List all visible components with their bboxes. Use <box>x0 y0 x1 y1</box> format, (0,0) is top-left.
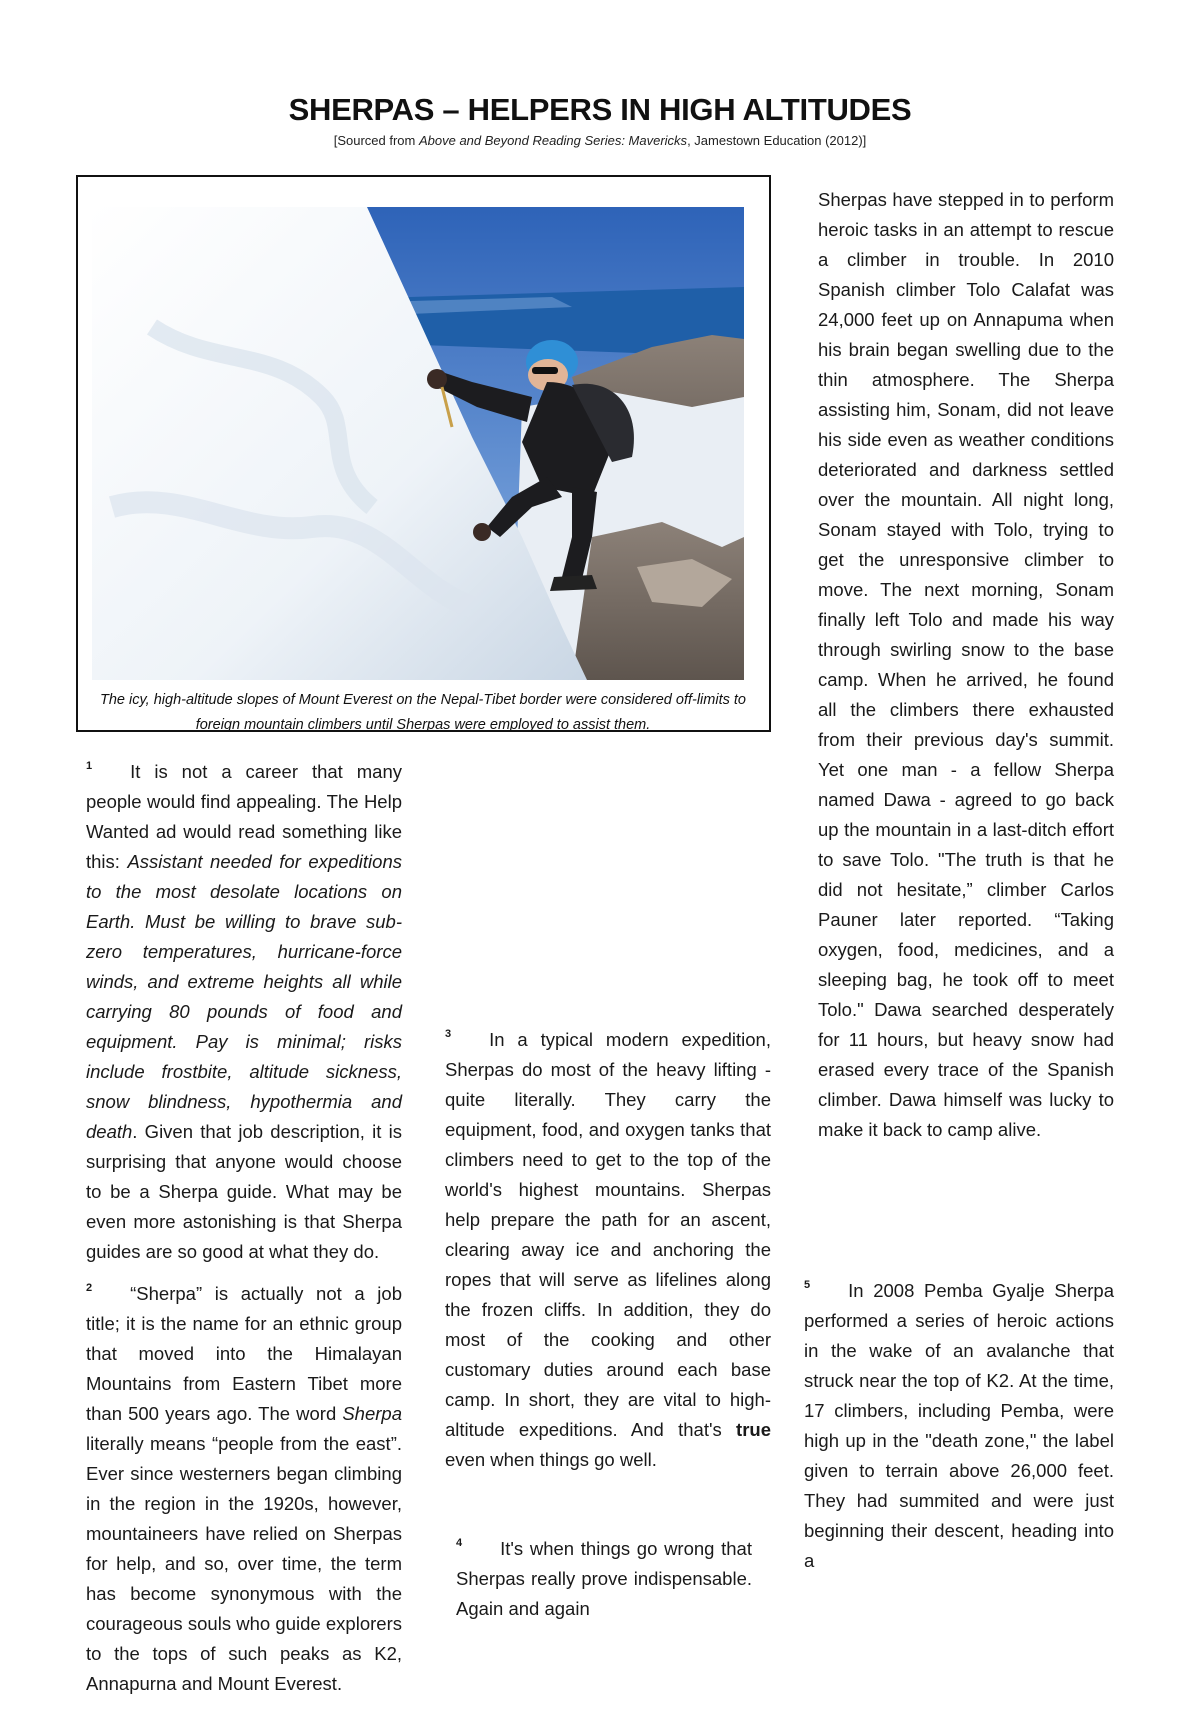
paragraph-text: In a typical modern expedition, Sherpas do most of the heavy lifting - quite literally. They carry the equipment, food, and oxygen tanks that climbers need to get to the top of the world's highest mountains. Sherpas help prepare the path for an ascent, clearing away ice and anchoring the ropes that will serve as lifelines along the frozen cliffs. In addition, they do most of the cooking and other customary duties around each base camp. In short, they are vital to high-altitude expeditions. And that's <box>445 1029 771 1440</box>
paragraph-text: literally means “people from the east”. Ever since westerners began climbing in the region in the 1920s, however, mountaineers have relied on Sherpas for help, and so, over time, the term has become synonymous with the courageous souls who guide explorers to the tops of such peaks as K2, Annapurna and Mount Everest. <box>86 1433 402 1694</box>
italic-term: Sherpa <box>342 1403 402 1424</box>
photo-caption: The icy, high-altitude slopes of Mount Everest on the Nepal-Tibet border were considered off-limits to foreign mountain climbers until Sherpas were employed to assist them. <box>100 692 746 733</box>
column-1 <box>86 757 402 1711</box>
photo-figure <box>76 175 771 732</box>
climber-photo <box>92 207 744 680</box>
paragraph-1 <box>86 757 402 1267</box>
paragraph-3 <box>445 1025 771 1475</box>
paragraph-4-start <box>456 1534 752 1636</box>
bold-word: true <box>736 1419 771 1440</box>
paragraph-text: It's when things go wrong that Sherpas really prove indispensable. Again and again <box>456 1538 752 1619</box>
paragraph-text: “Sherpa” is actually not a job title; it is the name for an ethnic group that moved into the Himalayan Mountains from Eastern Tibet more than 500 years ago. The word <box>86 1283 402 1424</box>
paragraph-2 <box>86 1279 402 1699</box>
paragraph-text: It is not a career that many people would find appealing. The Help Wanted ad would read something like this: <box>86 761 402 872</box>
source-book-title: Above and Beyond Reading Series: Mavericks <box>418 133 688 148</box>
paragraph-text: even when things go well. <box>445 1449 657 1470</box>
paragraph-text: . Given that job description, it is surprising that anyone would choose to be a Sherpa guide. What may be even more astonishing is that Sherpa guides are so good at what they do. <box>86 1121 402 1262</box>
paragraph-number: 3 <box>445 1028 452 1040</box>
column-3-lower <box>804 1276 1114 1588</box>
paragraph-number: 2 <box>86 1282 93 1294</box>
column-3 <box>818 185 1114 1157</box>
page-title: SHERPAS – HELPERS IN HIGH ALTITUDES <box>288 92 912 127</box>
source-citation <box>0 133 1200 148</box>
paragraph-number: 4 <box>456 1537 463 1549</box>
paragraph-number: 1 <box>86 760 93 772</box>
source-prefix: [Sourced from <box>333 133 419 148</box>
paragraph-4 <box>456 1534 752 1624</box>
paragraph-text: In 2008 Pemba Gyalje Sherpa performed a series of heroic actions in the wake of an avalanche that struck near the top of K2. At the time, 17 climbers, including Pemba, were high up in the "death zone," the label given to terrain above 26,000 feet. They had summited and were just beginning their descent, heading into a <box>804 1280 1114 1571</box>
paragraph-4-continued: Sherpas have stepped in to perform heroic tasks in an attempt to rescue a climber in trouble. In 2010 Spanish climber Tolo Calafat was 24,000 feet up on Annapuma when his brain began swelling due to the thin atmosphere. The Sherpa assisting him, Sonam, did not leave his side even as weather conditions deteriorated and darkness settled over the mountain. All night long, Sonam stayed with Tolo, trying to get the unresponsive climber to move. The next morning, Sonam finally left Tolo and made his way through swirling snow to the base camp. When he arrived, he found all the climbers there exhausted from their previous day's summit. Yet one man - a fellow Sherpa named Dawa - agreed to go back up the mountain in a last-ditch effort to save Tolo. "The truth is that he did not hesitate,” climber Carlos Pauner later reported. “Taking oxygen, food, medicines, and a sleeping bag, he took off to meet Tolo." Dawa searched desperately for 11 hours, but heavy snow had erased every trace of the Spanish climber. Dawa himself was lucky to make it back to camp alive. <box>818 189 1114 1140</box>
paragraph-5 <box>804 1276 1114 1576</box>
help-wanted-ad: Assistant needed for expeditions to the most desolate locations on Earth. Must be willing to brave sub-zero temperatures, hurricane-force winds, and extreme heights all while carrying 80 pounds of food and equipment. Pay is minimal; risks include frostbite, altitude sickness, snow blindness, hypothermia and death <box>86 851 402 1142</box>
paragraph-number: 5 <box>804 1279 811 1291</box>
column-2 <box>445 767 771 1487</box>
source-suffix: , Jamestown Education (2012)] <box>687 133 867 148</box>
